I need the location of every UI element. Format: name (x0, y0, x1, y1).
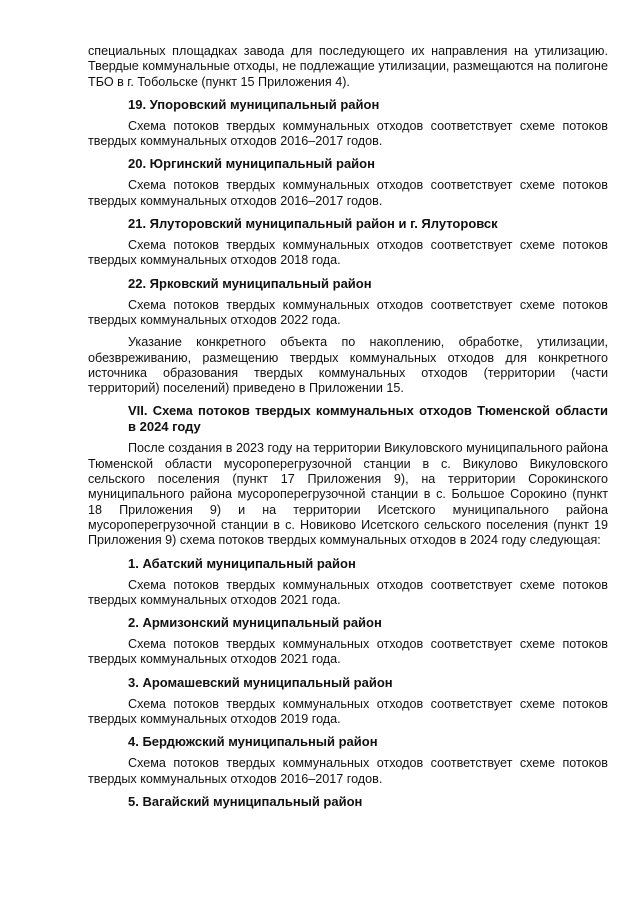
chapter-intro: После создания в 2023 году на территории Викуловского муниципального района Тюменской области мусороперегрузочной станции в с. Викулово Викуловского сельского поселения (пункт 17 Приложения 9), на территории Сорокинского муниципального района мусороперегрузочной станции в с. Большое Сорокино (пункт 18 Приложения 9) и на территории Исетского муниципального района мусороперегрузочной станции в с. Новиково Исетского сельского поселения (пункт 19 Приложения 9) схема потоков твердых коммунальных отходов в 2024 году следующая: (88, 441, 608, 548)
chapter-title (88, 403, 608, 435)
section2-text-2: Схема потоков твердых коммунальных отходов соответствует схеме потоков твердых коммунальных отходов 2021 года. (88, 637, 608, 667)
section2-heading-2: 2. Армизонский муниципальный район (128, 615, 382, 631)
intro-paragraph: специальных площадках завода для последующего их направления на утилизацию. Твердые коммунальные отходы, не подлежащие утилизации, размещаются на полигоне ТБО в г. Тобольске (пункт 15 Приложения 4). (88, 44, 608, 89)
section2-heading-4: 4. Бердюжский муниципальный район (128, 734, 378, 750)
section2-text-4: Схема потоков твердых коммунальных отходов соответствует схеме потоков твердых коммунальных отходов 2016–2017 годов. (88, 756, 608, 786)
note-paragraph: Указание конкретного объекта по накоплению, обработке, утилизации, обезвреживанию, размещению твердых коммунальных отходов для конкретного источника образования твердых коммунальных отходов (территории (части территорий) поселений) приведено в Приложении 15. (88, 335, 608, 396)
section2-heading-3: 3. Аромашевский муниципальный район (128, 674, 393, 690)
section-heading-20: 20. Юргинский муниципальный район (128, 156, 375, 172)
section-heading-19: 19. Упоровский муниципальный район (128, 96, 380, 112)
section2-heading-1: 1. Абатский муниципальный район (128, 555, 356, 571)
section-text-20: Схема потоков твердых коммунальных отходов соответствует схеме потоков твердых коммунальных отходов 2016–2017 годов. (88, 178, 608, 208)
section-text-21: Схема потоков твердых коммунальных отходов соответствует схеме потоков твердых коммунальных отходов 2018 года. (88, 238, 608, 268)
section-text-19: Схема потоков твердых коммунальных отходов соответствует схеме потоков твердых коммунальных отходов 2016–2017 годов. (88, 118, 608, 149)
section2-heading-5: 5. Вагайский муниципальный район (128, 793, 363, 809)
document-page (88, 44, 608, 816)
section2-text-1: Схема потоков твердых коммунальных отходов соответствует схеме потоков твердых коммунальных отходов 2021 года. (88, 577, 608, 607)
section-heading-21: 21. Ялуторовский муниципальный район и г. Ялуторовск (128, 216, 498, 232)
section-text-22: Схема потоков твердых коммунальных отходов соответствует схеме потоков твердых коммунальных отходов 2022 года. (88, 297, 608, 327)
chapter-title-text: VII. Схема потоков твердых коммунальных отходов Тюменской области в 2024 году (128, 403, 608, 435)
section2-text-3: Схема потоков твердых коммунальных отходов соответствует схеме потоков твердых коммунальных отходов 2019 года. (88, 696, 608, 727)
section-heading-22: 22. Ярковский муниципальный район (128, 275, 372, 291)
